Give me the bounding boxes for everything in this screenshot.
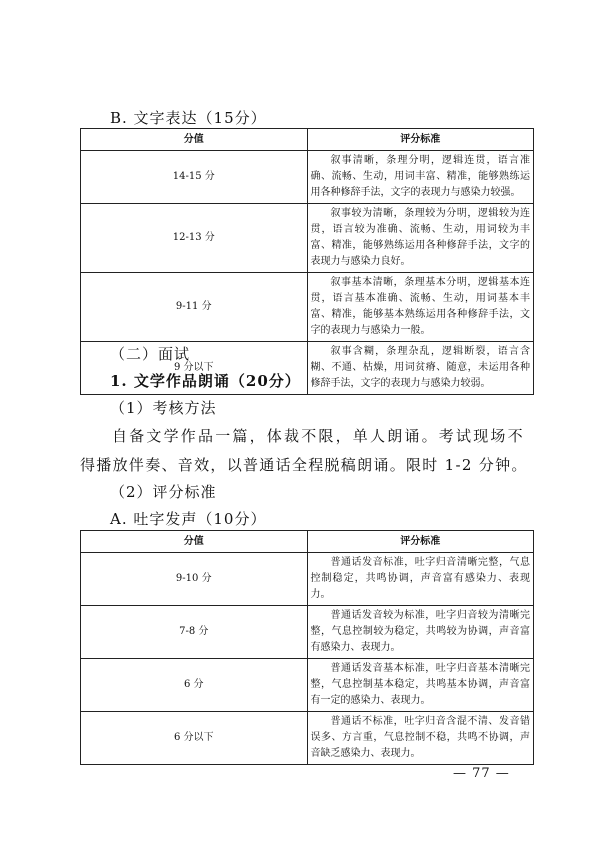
score-column-header: 分值 (81, 531, 308, 553)
sub-a-title: A. 吐字发声（10分） (110, 510, 267, 528)
table-row (81, 273, 534, 342)
table-row (81, 553, 534, 606)
table-row (81, 712, 534, 765)
interview-section-title: （二）面试 (110, 345, 191, 363)
scoring-criteria-title: （2）评分标准 (110, 483, 217, 501)
assessment-method-title: （1）考核方法 (110, 399, 217, 417)
criteria-cell: 普通话发音较为标准，吐字归音较为清晰完整，气息控制较为稳定，共鸣较为协调，声音富有感染力、表现力。 (307, 606, 534, 659)
criteria-column-header: 评分标准 (307, 129, 534, 151)
table-header-row (81, 129, 534, 151)
score-cell: 9-10 分 (81, 553, 308, 606)
score-cell: 14-15 分 (81, 151, 308, 204)
method-text-line-2: 得播放伴奏、音效，以普通话全程脱稿朗诵。限时 1-2 分钟。 (80, 456, 528, 474)
score-cell: 6 分以下 (81, 712, 308, 765)
criteria-column-header: 评分标准 (307, 531, 534, 553)
criteria-cell: 叙事清晰，条理分明，逻辑连贯，语言准确、流畅、生动，用词丰富、精准，能够熟练运用各种修辞手法，文字的表现力与感染力较强。 (307, 151, 534, 204)
section-b-title: B. 文字表达（15分） (110, 109, 267, 127)
score-cell: 9 分以下 (81, 342, 308, 395)
score-cell: 12-13 分 (81, 204, 308, 273)
score-cell: 6 分 (81, 659, 308, 712)
criteria-cell: 叙事含糊，条理杂乱，逻辑断裂，语言含糊、不通、枯燥，用词贫瘠、随意，未运用各种修辞手法，文字的表现力与感染力较弱。 (307, 342, 534, 395)
method-text-line-1: 自备文学作品一篇，体裁不限，单人朗诵。考试现场不 (112, 427, 525, 445)
score-cell: 9-11 分 (81, 273, 308, 342)
score-column-header: 分值 (81, 129, 308, 151)
criteria-cell: 叙事基本清晰，条理基本分明，逻辑基本连贯，语言基本准确、流畅、生动，用词基本丰富、精准，能够基本熟练运用各种修辞手法，文字的表现力与感染力一般。 (307, 273, 534, 342)
table-row (81, 151, 534, 204)
table-header-row (81, 531, 534, 553)
table-row (81, 659, 534, 712)
page-number: — 77 — (453, 766, 510, 781)
literary-recitation-title: 1. 文学作品朗诵（20分） (110, 372, 301, 390)
criteria-cell: 普通话发音基本标准，吐字归音基本清晰完整，气息控制基本稳定，共鸣基本协调，声音富有一定的感染力、表现力。 (307, 659, 534, 712)
table-row (81, 606, 534, 659)
criteria-cell: 叙事较为清晰，条理较为分明，逻辑较为连贯，语言较为准确、流畅、生动，用词较为丰富、精准，能够熟练运用各种修辞手法，文字的表现力与感染力良好。 (307, 204, 534, 273)
criteria-cell: 普通话不标准，吐字归音含混不清、发音错误多、方言重，气息控制不稳，共鸣不协调，声音缺乏感染力、表现力。 (307, 712, 534, 765)
criteria-cell: 普通话发音标准，吐字归音清晰完整，气息控制稳定，共鸣协调，声音富有感染力、表现力。 (307, 553, 534, 606)
pronunciation-rubric-table (80, 530, 534, 765)
score-cell: 7-8 分 (81, 606, 308, 659)
table-row (81, 204, 534, 273)
